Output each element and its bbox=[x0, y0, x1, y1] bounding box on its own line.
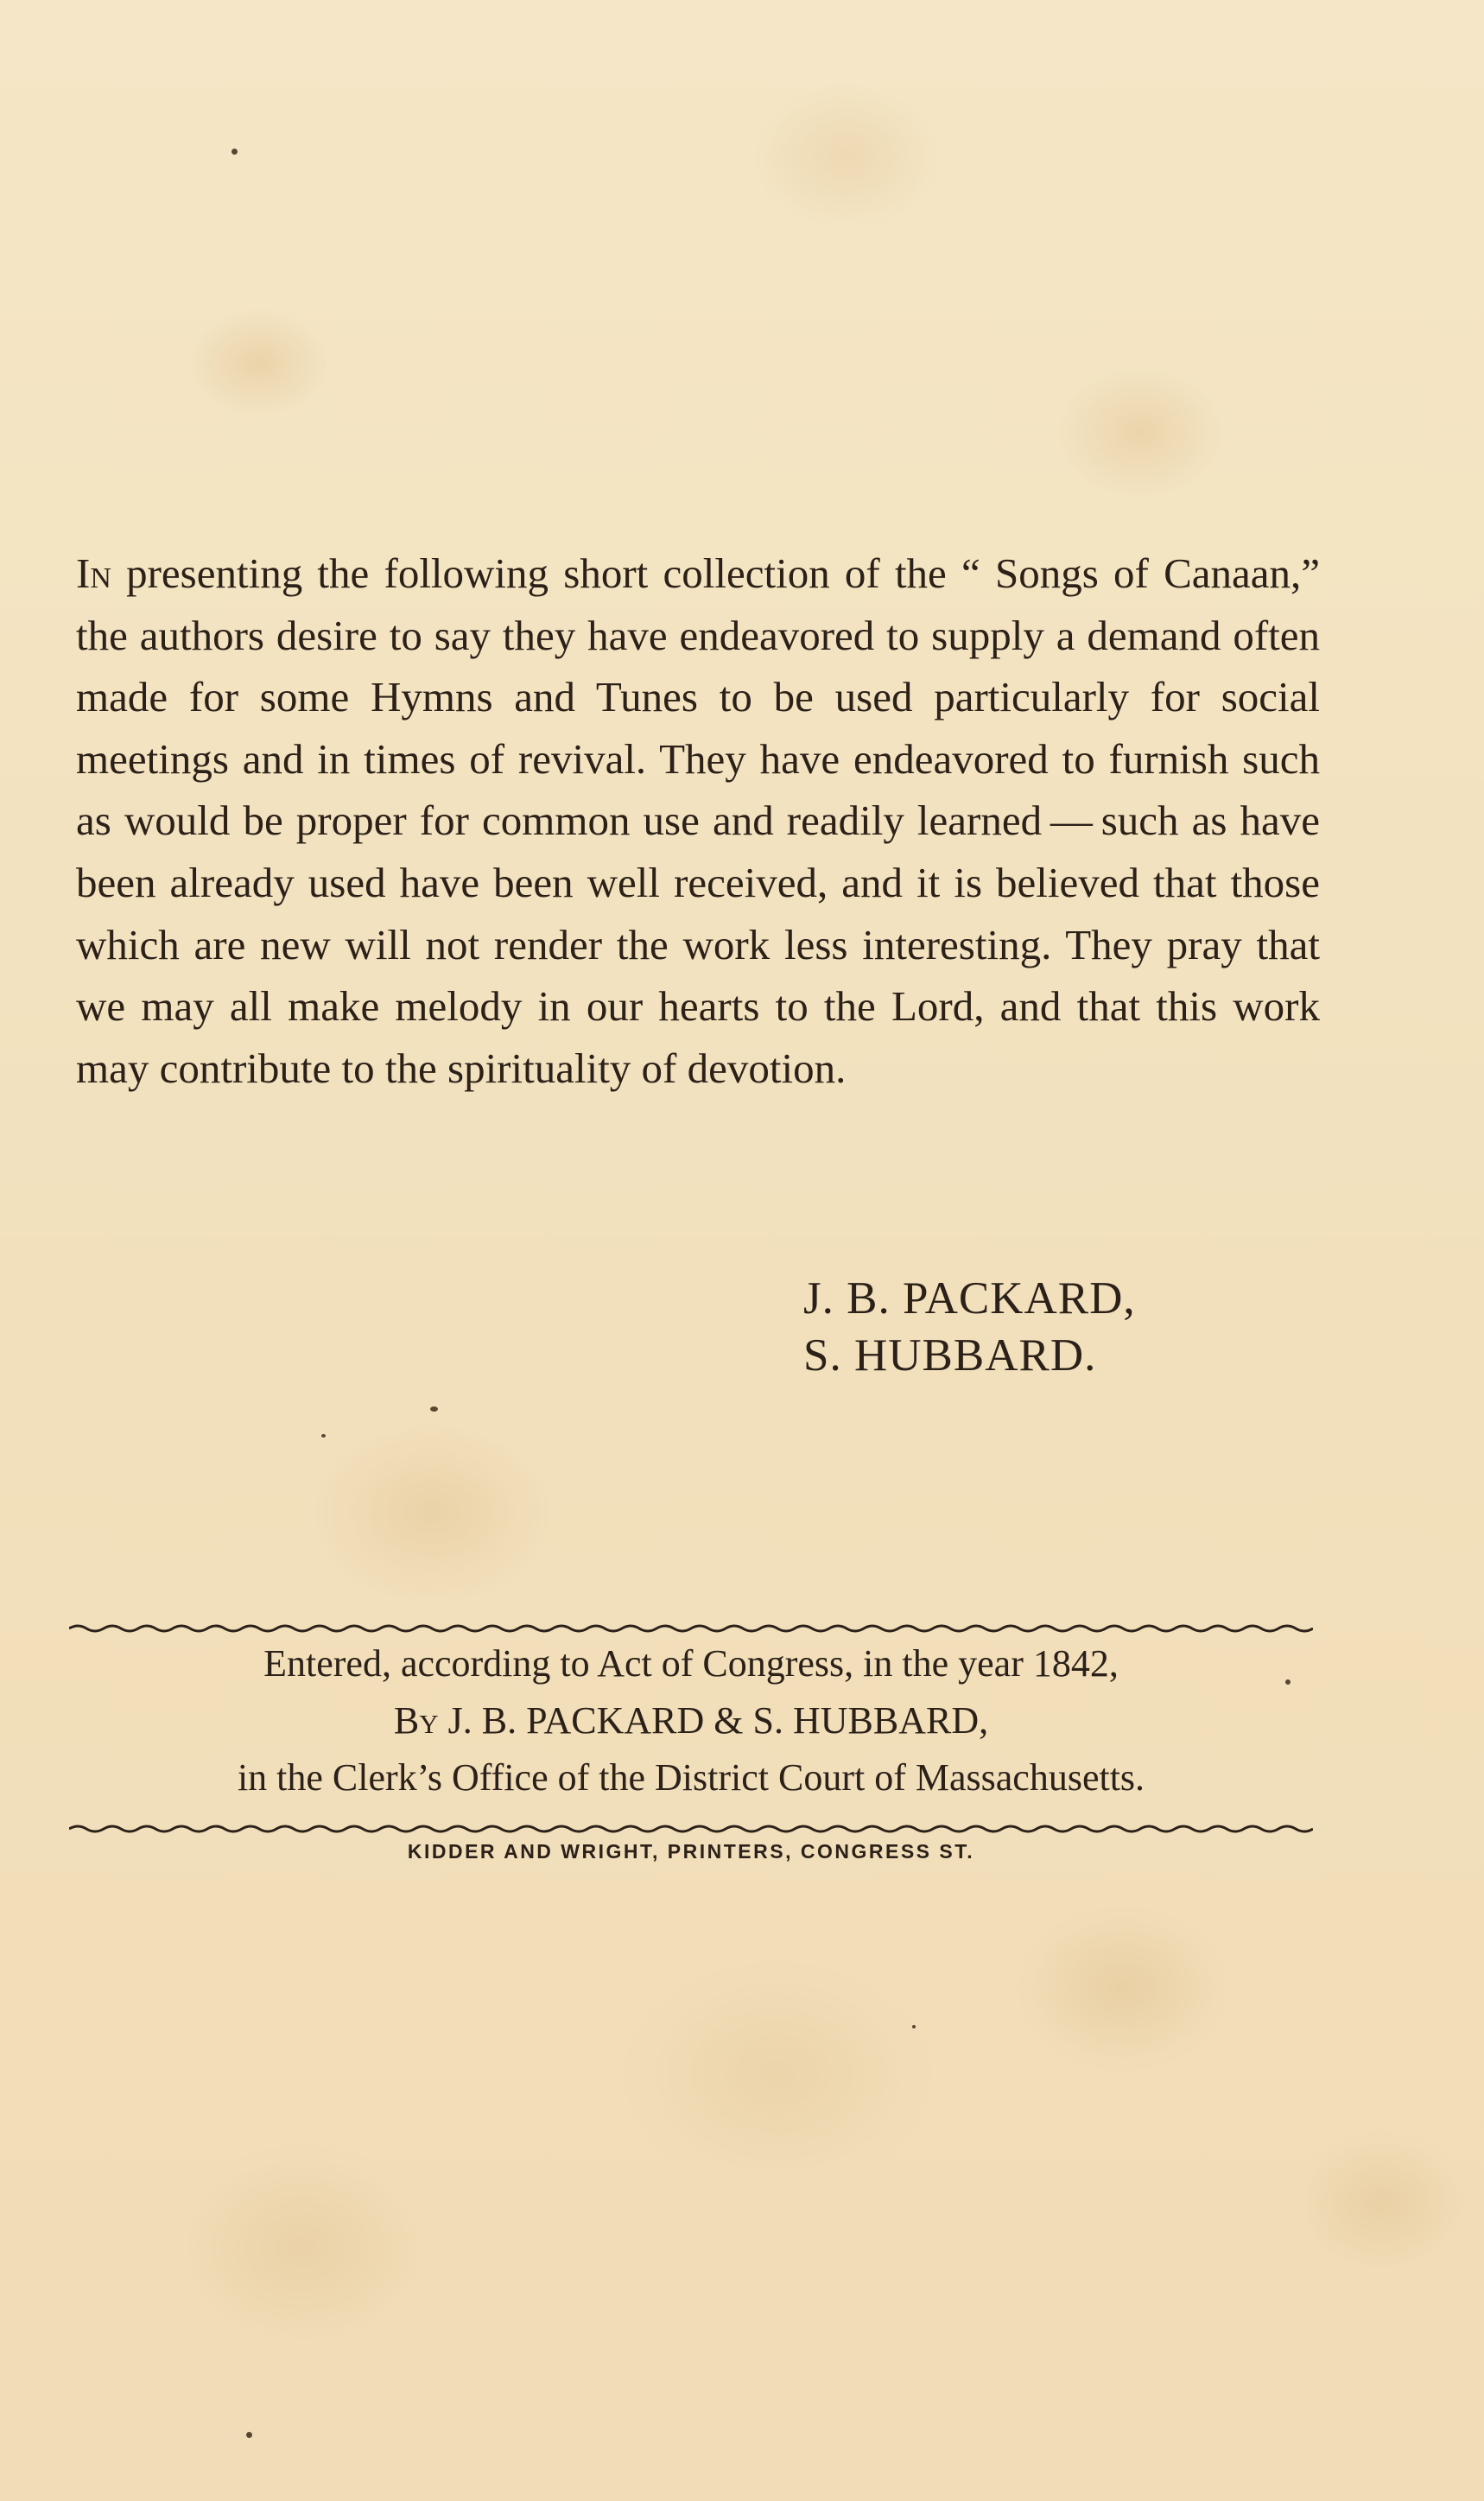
copyright-line-1: Entered, according to Act of Congress, in the year 1842, bbox=[263, 1642, 1119, 1685]
printer-imprint: KIDDER AND WRIGHT, PRINTERS, CONGRESS ST. bbox=[407, 1840, 975, 1863]
paper-speck bbox=[321, 1434, 326, 1438]
signature-packard: J. B. PACKARD, bbox=[803, 1273, 1136, 1323]
top-wavy-rule bbox=[69, 1622, 1313, 1634]
copyright-by: By bbox=[393, 1699, 439, 1742]
paper-speck bbox=[430, 1406, 438, 1412]
signature-block bbox=[803, 1270, 1136, 1384]
bottom-wavy-rule bbox=[69, 1823, 1313, 1835]
paper-speck bbox=[912, 2025, 916, 2028]
signature-hubbard: S. HUBBARD. bbox=[803, 1330, 1097, 1381]
copyright-notice bbox=[69, 1635, 1313, 1806]
paper-speck bbox=[246, 2432, 252, 2438]
preface-paragraph bbox=[76, 543, 1320, 1099]
preface-text: presenting the following short collection of the “ Songs of Canaan,” the authors desire to say they have endeavored to supply a demand often made for some Hymns and Tunes to be used particularly for social meetings and in times of revival. They have endeavored to furnish such as would be proper for common use and readily learned — such as have been already used have been well received, and it is believed that those which are new will not render the work less interesting. They pray that we may all make melody in our hearts to the Lord, and that this work may contribute to the spirituality of devotion. bbox=[76, 549, 1320, 1092]
copyright-line-2 bbox=[69, 1692, 1313, 1749]
preface-lead-word: In bbox=[76, 549, 111, 597]
copyright-holders: J. B. PACKARD & S. HUBBARD, bbox=[438, 1699, 989, 1742]
copyright-line-3: in the Clerk’s Office of the District Court of Massachusetts. bbox=[237, 1756, 1145, 1799]
paper-speck bbox=[231, 149, 238, 155]
